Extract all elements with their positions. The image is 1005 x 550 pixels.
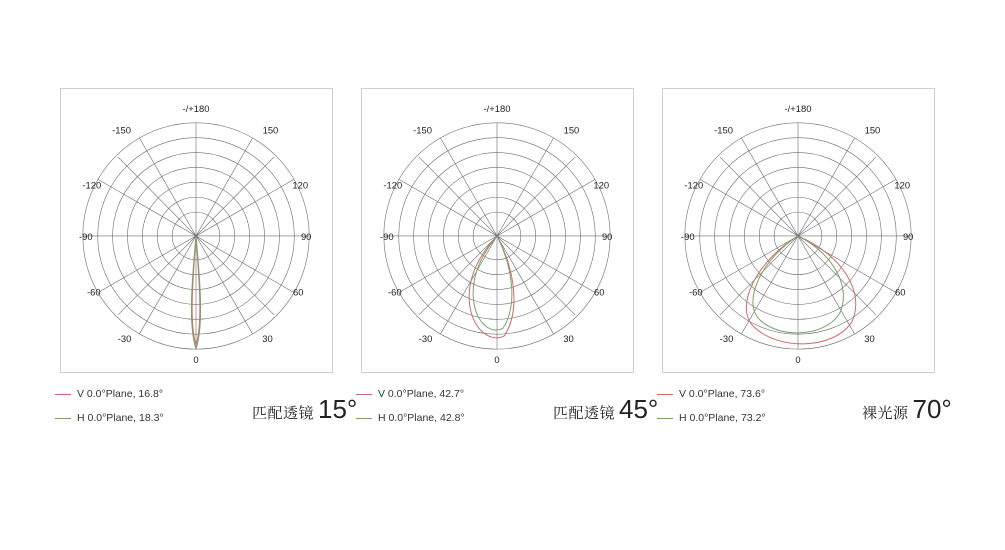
tick-m120: -120 [684,179,704,191]
series-h-curve-2 [473,236,512,330]
tick-60: 60 [594,286,605,298]
caption-text-3: 裸光源 [862,405,909,422]
legend-item-v [356,386,465,402]
legend-item-v [657,386,766,402]
legend-item-v [55,386,164,402]
tick-0: 0 [193,354,199,366]
legend-item-h [657,410,766,426]
tick-60: 60 [293,286,304,298]
legend-swatch-v-icon [55,394,71,395]
legend-label-v: V 0.0°Plane, 73.6° [679,388,766,400]
polar-chart-panel-1 [60,88,333,373]
legend-label-v: V 0.0°Plane, 42.7° [378,388,465,400]
tick-180: -/+180 [182,102,210,114]
legend-swatch-h-icon [657,418,673,419]
caption-3 [862,394,952,425]
tick-m60: -60 [86,286,101,298]
tick-m90: -90 [681,230,695,242]
tick-90: 90 [902,230,914,242]
caption-degree-1: 15° [318,394,358,424]
legend-item-h [356,410,465,426]
tick-150: 150 [262,124,279,136]
tick-120: 120 [894,179,911,191]
legend-2 [356,386,465,435]
tick-m30: -30 [418,333,433,345]
tick-150: 150 [864,124,881,136]
polar-plot-3 [663,89,934,372]
tick-m90: -90 [79,230,93,242]
tick-120: 120 [292,179,309,191]
tick-0: 0 [494,354,500,366]
tick-m30: -30 [117,333,132,345]
tick-120: 120 [593,179,610,191]
tick-30: 30 [563,333,574,345]
tick-m120: -120 [383,179,403,191]
tick-90: 90 [300,230,312,242]
legend-label-h: H 0.0°Plane, 42.8° [378,412,465,425]
tick-m60: -60 [387,286,402,298]
legend-swatch-h-icon [55,418,71,419]
tick-180: -/+180 [784,102,812,114]
legend-label-h: H 0.0°Plane, 18.3° [77,412,164,425]
tick-m150: -150 [112,124,131,136]
tick-m90: -90 [380,230,394,242]
tick-30: 30 [262,333,273,345]
legend-label-h: H 0.0°Plane, 73.2° [679,412,766,425]
caption-degree-3: 70° [912,394,952,424]
polar-chart-panel-2 [361,88,634,373]
legend-1 [55,386,164,435]
tick-m150: -150 [413,124,432,136]
tick-60: 60 [895,286,906,298]
caption-text-2: 匹配透镜 [553,405,616,422]
legend-3 [657,386,766,435]
caption-text-1: 匹配透镜 [252,405,315,422]
series-v-curve-2 [469,236,514,338]
tick-30: 30 [864,333,875,345]
legend-swatch-v-icon [356,394,372,395]
tick-180: -/+180 [483,102,511,114]
polar-chart-panel-3 [662,88,935,373]
tick-m60: -60 [688,286,703,298]
tick-m120: -120 [82,179,102,191]
polar-plot-2 [362,89,633,372]
tick-m150: -150 [714,124,733,136]
legend-swatch-v-icon [657,394,673,395]
tick-150: 150 [563,124,580,136]
polar-plot-1 [61,89,332,372]
tick-0: 0 [795,354,801,366]
caption-1 [252,394,357,425]
legend-item-h [55,410,164,426]
legend-label-v: V 0.0°Plane, 16.8° [77,388,164,400]
tick-90: 90 [601,230,613,242]
tick-m30: -30 [719,333,734,345]
legend-swatch-h-icon [356,418,372,419]
caption-2 [553,394,658,425]
caption-degree-2: 45° [619,394,659,424]
